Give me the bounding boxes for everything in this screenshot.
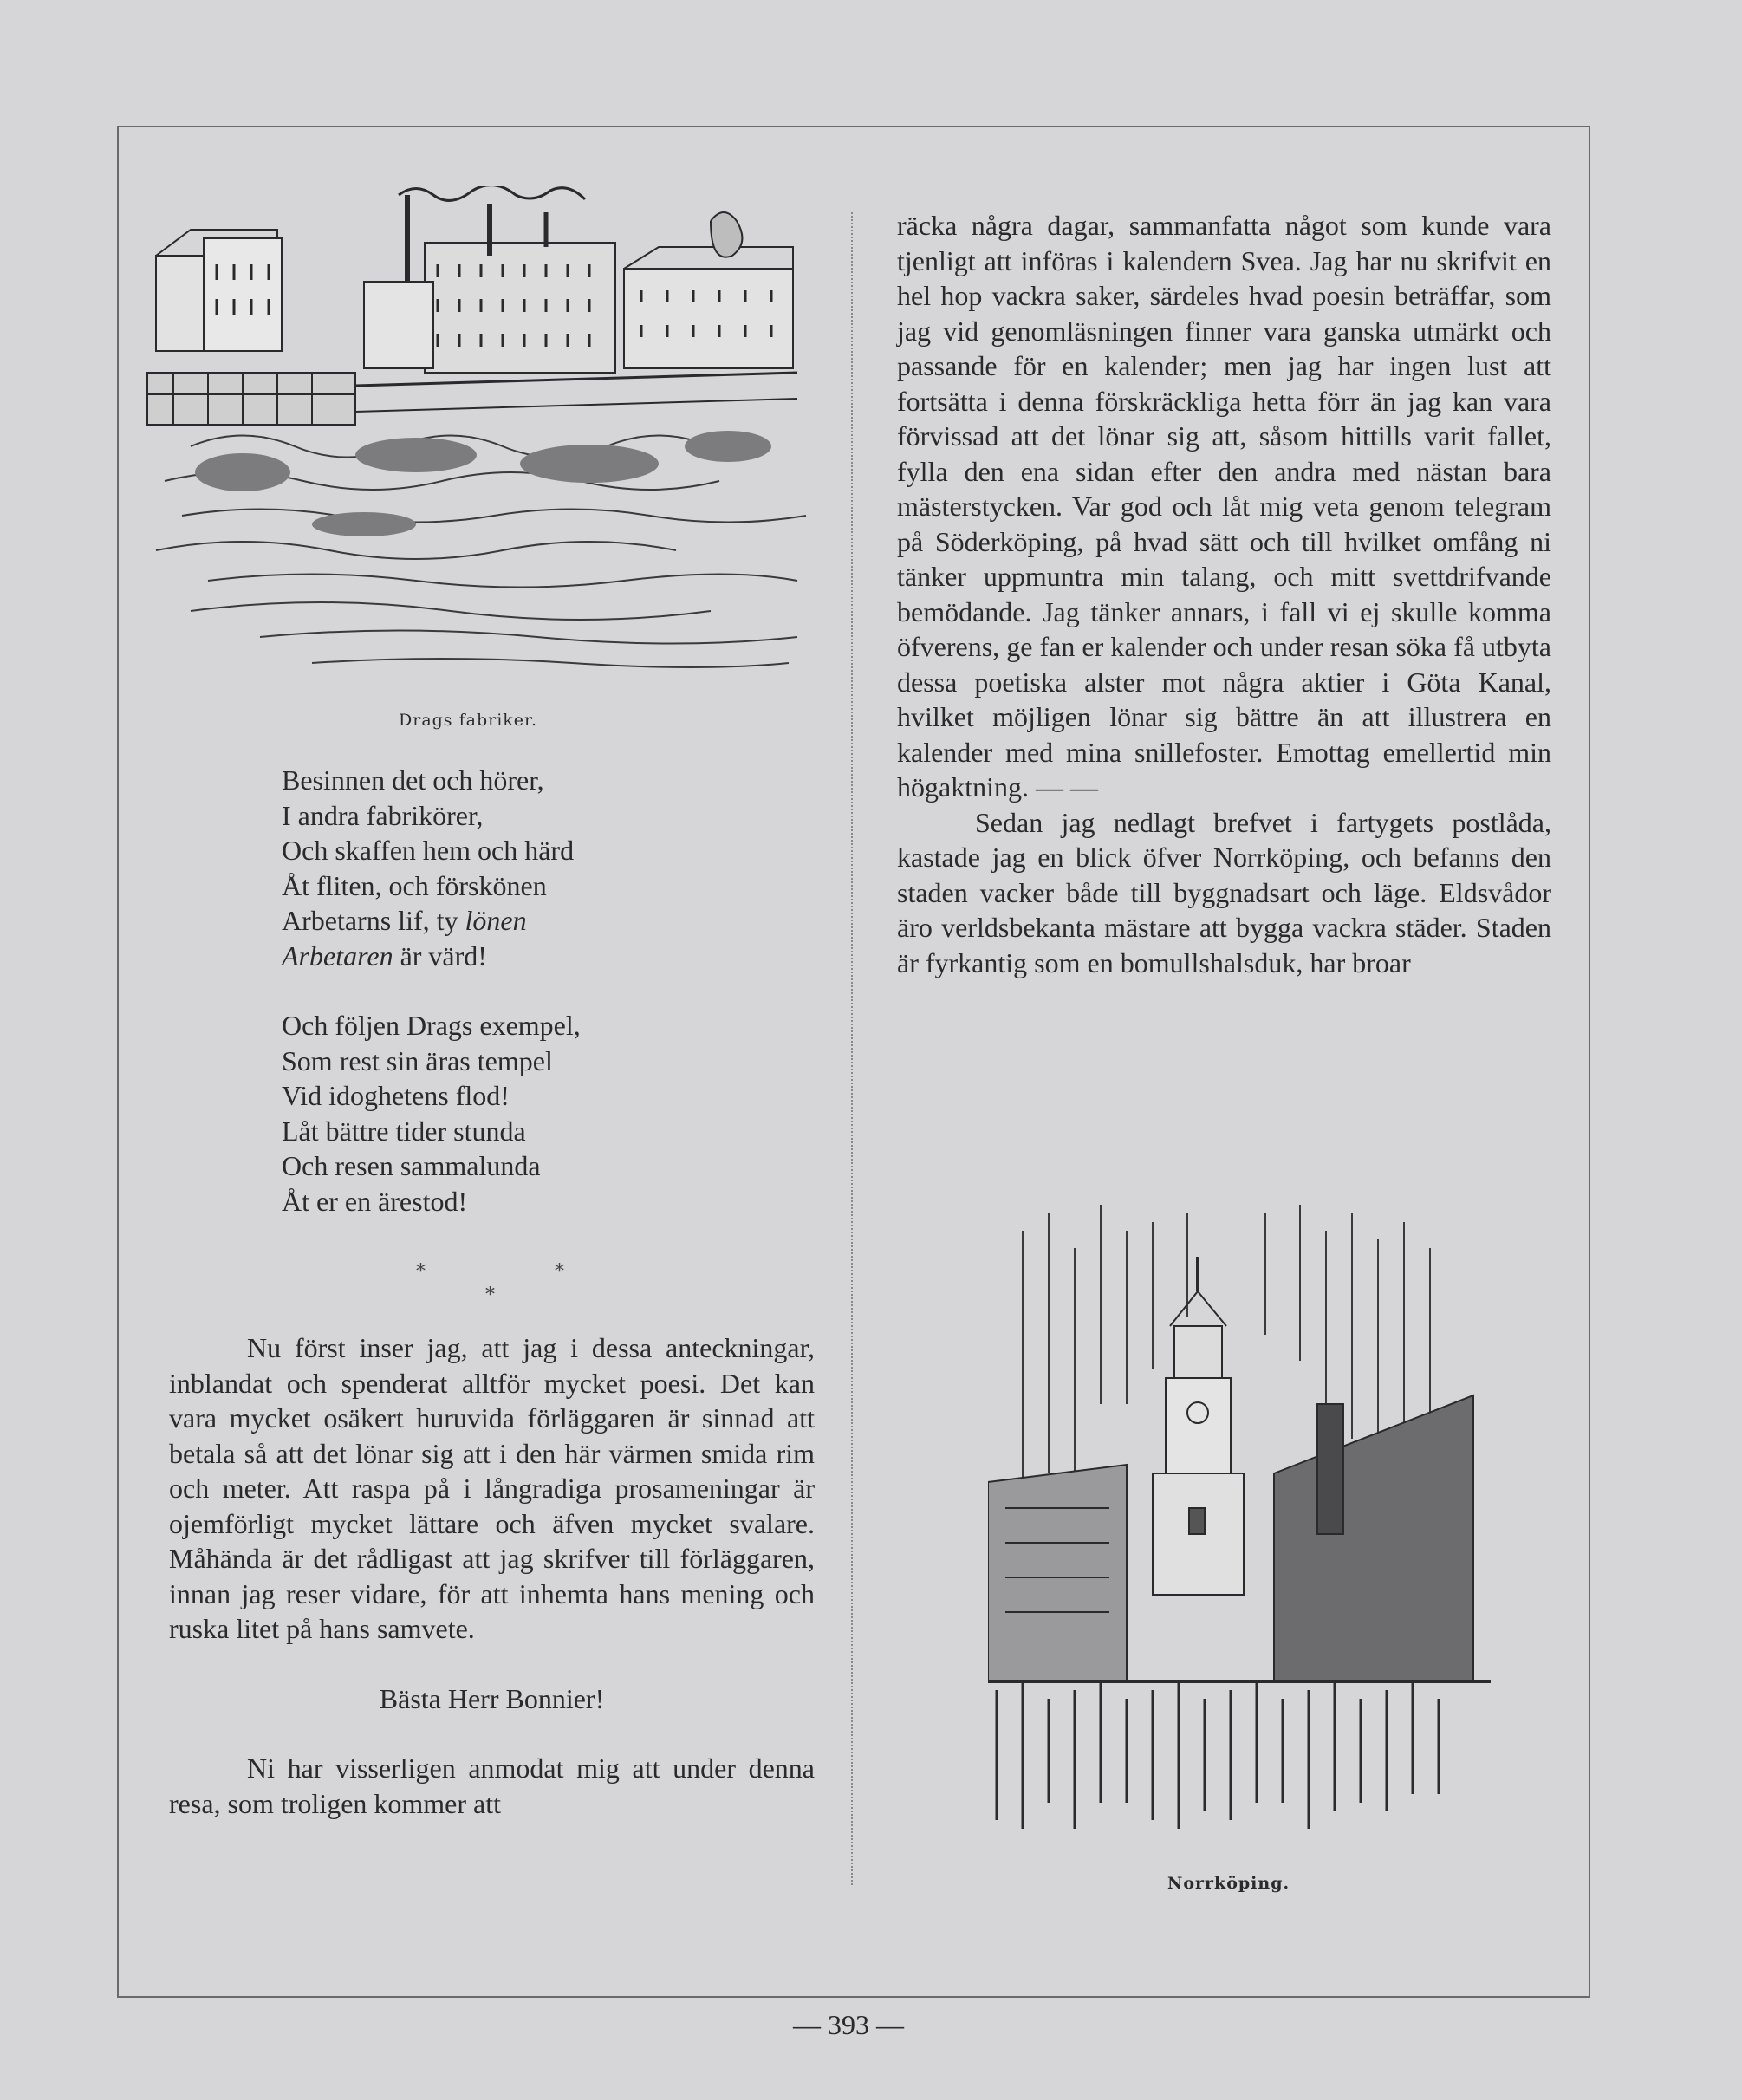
column-divider [851, 212, 853, 1885]
poem [282, 763, 581, 1253]
poem-stanza-1 [282, 763, 581, 973]
poem-line [282, 939, 581, 974]
poem-line: Besinnen det och hörer, [282, 764, 544, 796]
poem-text: Arbetarns lif, ty [282, 905, 465, 936]
poem-line: Låt bättre tider stunda [282, 1115, 526, 1147]
figure-caption-drags: Drags fabriker. [399, 711, 538, 730]
poem-line [282, 903, 581, 939]
poem-line: I andra fabrikörer, [282, 799, 484, 831]
right-column-text [897, 208, 1551, 980]
poem-line: Vid idoghetens flod! [282, 1080, 510, 1111]
norrkoping-illustration [988, 1196, 1491, 1855]
poem-line: Åt fliten, och förskönen [282, 869, 547, 901]
poem-line: Och skaffen hem och härd [282, 835, 575, 866]
poem-line: Åt er en ärestod! [282, 1185, 468, 1217]
poem-italic: lönen [465, 905, 527, 936]
poem-stanza-2 [282, 1008, 581, 1219]
asterism-2: * [555, 1261, 564, 1283]
poem-line: Och följen Drags exempel, [282, 1010, 581, 1041]
poem-italic: Arbetaren [282, 939, 393, 972]
poem-line: Och resen sammalunda [282, 1150, 541, 1181]
page-number: — 393 — [793, 2009, 904, 2040]
paragraph: Ni har visserligen anmodat mig att under denna resa, som troligen kommer att [169, 1752, 815, 1819]
paragraph: Nu först inser jag, att jag i dessa anteckningar, inblandat och spenderat alltför mycket poesi. Det kan vara mycket osäkert huruvida förläggaren är sinnad att betala så att det lönar sig att i den här värmen smida rim och meter. Att raspa på i långradiga prosameningar är ojemförligt mycket lättare och äfven mycket svalare. Måhända är det rådligast att jag skrifver till förläggaren, innan jag reser vidare, för att inhemta hans mening och ruska litet på hans samvete. [169, 1332, 815, 1644]
asterism-1: * [416, 1261, 426, 1283]
drags-fabriker-illustration [139, 186, 832, 680]
left-column-text [169, 1330, 815, 1821]
figure-caption-norrkoping: Norrköping. [1167, 1874, 1290, 1893]
poem-line: Som rest sin äras tempel [282, 1044, 553, 1076]
paragraph: Sedan jag nedlagt brefvet i fartygets postlåda, kastade jag en blick öfver Norrköping, och befanns den staden vacker både till byggnadsart och läge. Eldsvådor äro verldsbekanta mästare att bygga vackra städer. Staden är fyrkantig som en bomullshalsduk, har broar [897, 806, 1551, 978]
poem-text: är värd! [393, 939, 487, 972]
letter-salutation: Bästa Herr Bonnier! [379, 1682, 605, 1714]
asterism-3: * [485, 1284, 495, 1306]
paragraph: räcka några dagar, sammanfatta något som kunde vara tjenligt att införas i kalendern Svea. Jag har nu skrifvit en hel hop vackra saker, särdeles hvad poesin beträffar, som jag vid genomläsningen finner vara ganska utmärkt och passande för en kalender; men jag har ingen lust att fortsätta i denna förskräckliga hetta förr än jag kan vara förvissad att det lönar sig att, såsom hittills varit fallet, fylla den ena sidan efter den andra med nästan bara mästerstycken. Var god och låt mig veta genom telegram på Söderköping, på hvad sätt och till hvilket omfång ni tänker uppmuntra min talang, och mitt svettdrifvande bemödande. Jag tänker annars, i fall vi ej skulle komma öfverens, ge fan er kalender och under resan söka få utbyta dessa poetiska alster mot några aktier i Göta Kanal, hvilket möjligen lönar sig bättre än att illustrera en kalender med mina snillefoster. Emottag emellertid min högaktning. — — [897, 210, 1551, 803]
